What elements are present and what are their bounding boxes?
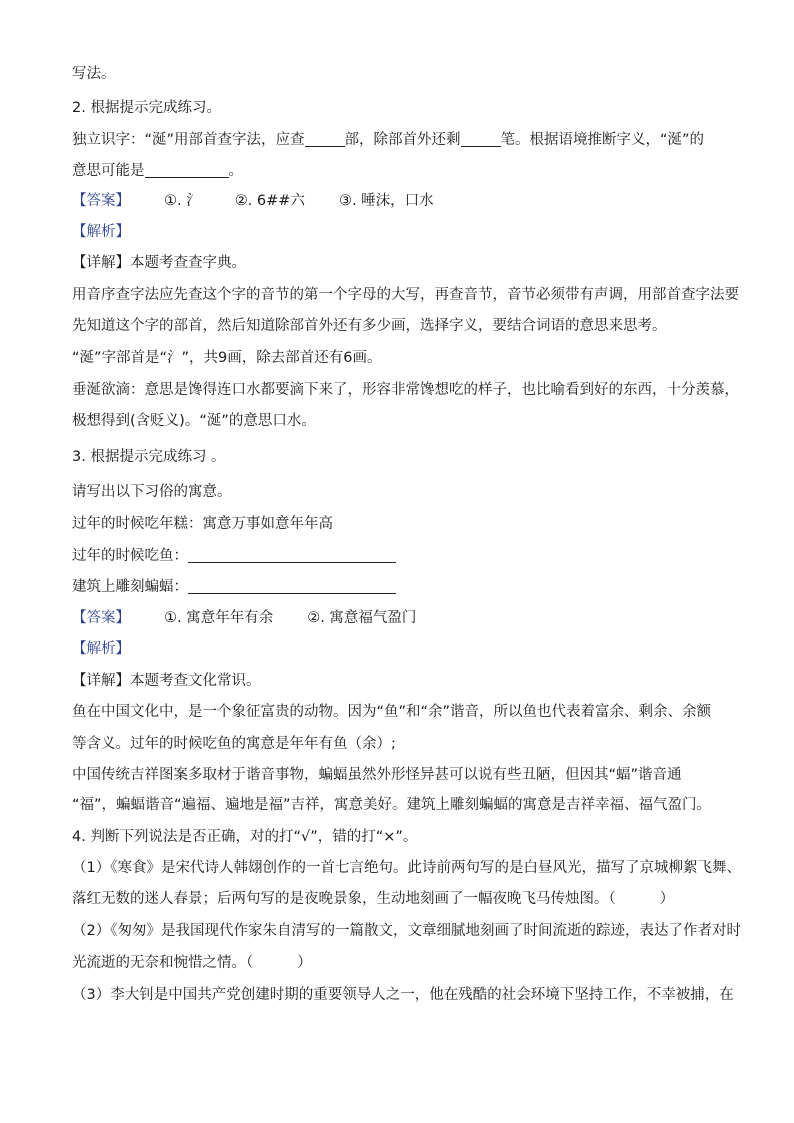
answer-item: ②. 6##六 xyxy=(234,193,305,209)
explanation-line: “福”，蝙蝠谐音“遍福、遍地是福”吉祥，寓意美好。建筑上雕刻蝙蝠的寓意是吉祥幸福、福气盈门。 xyxy=(72,797,712,813)
q3-fish-line: 过年的时候吃鱼： xyxy=(72,546,724,566)
q2-title: 2. 根据提示完成练习。 xyxy=(72,100,221,116)
explanation-line: 先知道这个字的部首，然后知道除部首外还有多少画，选择字义，要结合词语的意思来思考。 xyxy=(72,318,667,334)
answer-blank[interactable] xyxy=(188,548,396,563)
answer-item: ①. 氵 xyxy=(164,193,201,209)
analysis-tag: 【解析】 xyxy=(72,224,130,240)
q3-prompt: 请写出以下习俗的寓意。 xyxy=(72,484,232,500)
explanation-line: 等含义。过年的时候吃鱼的寓意是年年有鱼（余）; xyxy=(72,736,396,752)
q2-text-line2: 意思可能是 。 xyxy=(72,163,243,179)
answer-blank[interactable] xyxy=(188,579,396,594)
explanation-line: 鱼在中国文化中，是一个象征富贵的动物。因为“鱼”和“余”谐音，所以鱼也代表着富余、剩余、余额 xyxy=(72,704,712,720)
q3-answer xyxy=(72,608,724,628)
q1-tail: 写法。 xyxy=(72,66,116,82)
q4-statement-1b: 落红无数的迷人春景；后两句写的是夜晚景象，生动地刻画了一幅夜晚飞马传烛图。（ ） xyxy=(72,891,675,907)
answer-tag: 【答案】 xyxy=(72,193,130,209)
answer-tag: 【答案】 xyxy=(72,610,130,626)
explanation-line: 极想得到(含贬义)。“涎”的意思口水。 xyxy=(72,413,316,429)
answer-blank[interactable] xyxy=(305,132,345,147)
answer-blank[interactable] xyxy=(145,163,229,178)
q4-statement-1a: （1）《寒食》是宋代诗人韩翃创作的一首七言绝句。此诗前两句写的是白昼风光，描写了京城柳絮飞舞、 xyxy=(72,860,741,876)
explanation-line: 垂涎欲滴：意思是馋得连口水都要滴下来了，形容非常馋想吃的样子，也比喻看到好的东西，十分羡慕， xyxy=(72,382,739,398)
q3-title: 3. 根据提示完成练习 。 xyxy=(72,449,226,465)
explanation-line: “涎”字部首是“氵”，共9画，除去部首还有6画。 xyxy=(72,350,382,366)
q3-example: 过年的时候吃年糕：寓意万事如意年年高 xyxy=(72,516,333,532)
q4-statement-2b: 光流逝的无奈和惋惜之情。（ ） xyxy=(72,955,312,971)
answer-item: ①. 寓意年年有余 xyxy=(164,610,274,626)
answer-item: ③. 唾沫，口水 xyxy=(338,193,434,209)
analysis-tag: 【解析】 xyxy=(72,641,130,657)
answer-blank[interactable] xyxy=(461,132,501,147)
q4-title: 4. 判断下列说法是否正确，对的打“√”，错的打“×”。 xyxy=(72,829,418,845)
answer-item: ②. 寓意福气盈门 xyxy=(307,610,417,626)
explanation-line: 用音序查字法应先查这个字的音节的第一个字母的大写，再查音节，音节必须带有声调，用部首查字法要 xyxy=(72,287,739,303)
q3-bat-line: 建筑上雕刻蝙蝠： xyxy=(72,577,724,597)
q2-answer xyxy=(72,191,724,211)
q4-statement-2a: （2）《匆匆》是我国现代作家朱自清写的一篇散文，文章细腻地刻画了时间流逝的踪迹，表达了作者对时 xyxy=(72,923,741,939)
detail-heading: 【详解】本题考查文化常识。 xyxy=(72,673,261,689)
detail-heading: 【详解】本题考查查字典。 xyxy=(72,255,246,271)
explanation-line: 中国传统吉祥图案多取材于谐音事物，蝙蝠虽然外形怪异甚可以说有些丑陋，但因其“蝠”谐音通 xyxy=(72,767,682,783)
q2-text-line1: 独立识字：“涎”用部首查字法，应查 部，除部首外还剩 笔。根据语境推断字义，“涎”的 xyxy=(72,132,705,148)
q4-statement-3a: （3）李大钊是中国共产党创建时期的重要领导人之一，他在残酷的社会环境下坚持工作，不幸被捕，在 xyxy=(72,987,734,1003)
